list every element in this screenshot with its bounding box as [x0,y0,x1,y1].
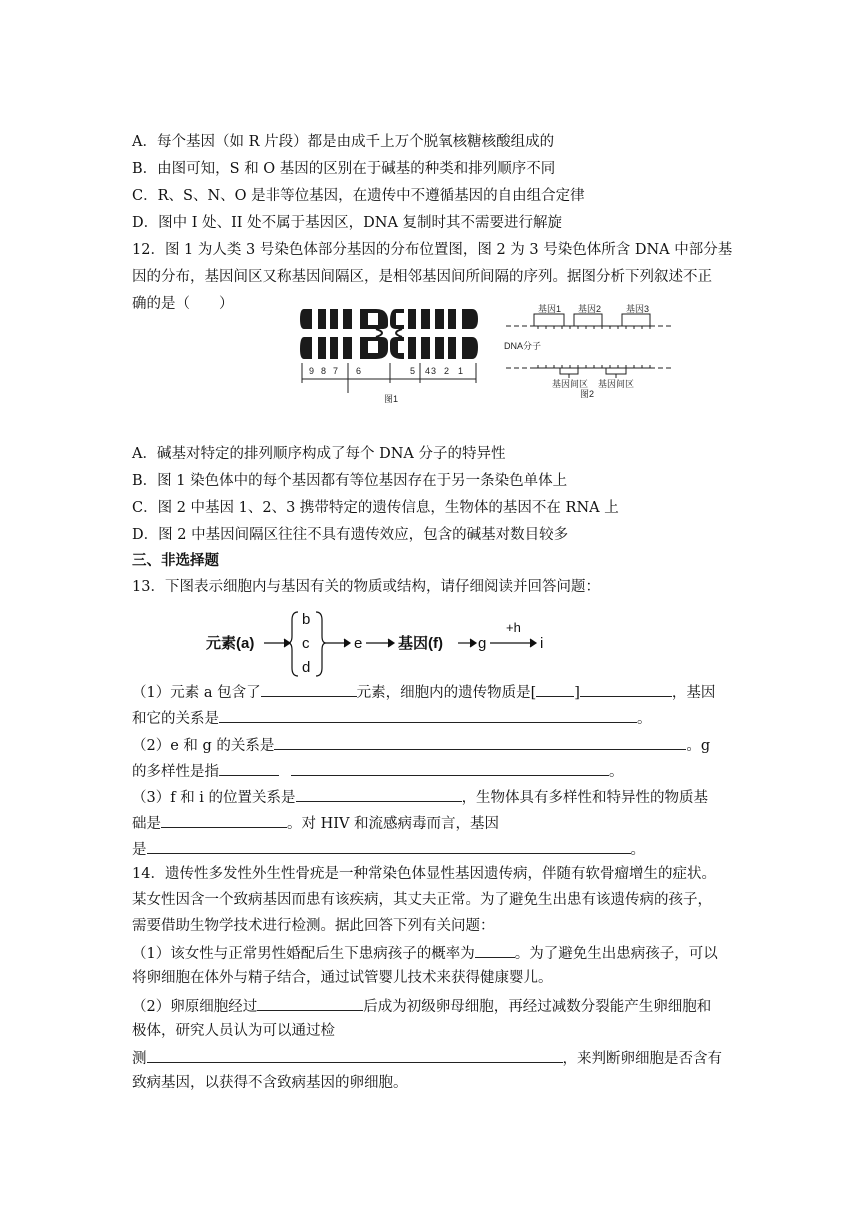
q13-p1-text: ，基因 [671,685,716,701]
q13-p3-text: （3）f 和 i 的位置关系是 [132,790,296,806]
answer-blank[interactable] [261,681,357,697]
gene-box [534,314,650,326]
q13-p3-text: 是 [132,842,147,858]
q14-stem-line3: 需要借助生物学技术进行检测。据此回答下列有关问题： [132,918,495,934]
answer-blank[interactable] [536,681,574,697]
q13-p3-text: 础是 [132,816,161,832]
intergenic-box [560,368,626,374]
q14-part2-line4: 致病基因，以获得不含致病基因的卵细胞。 [132,1075,408,1091]
fig1-number: 1 [458,366,464,376]
answer-blank[interactable] [291,760,609,776]
q14-p1-text: 。为了避免生出患病孩子，可以 [514,946,718,962]
q12-option-b: B．图 1 染色体中的每个基因都有等位基因存在于另一条染色单体上 [132,473,568,489]
answer-blank[interactable] [147,838,631,854]
plus-h-label: +h [506,620,521,635]
q13-part2-line2 [132,760,624,782]
chromosome-figure [296,303,488,408]
q13-p3-text: 。 [630,842,645,858]
answer-blank[interactable] [274,734,686,750]
chromosome-body [300,309,478,359]
q11-option-d: D．图中 I 处、II 处不属于基因区，DNA 复制时其不需要进行解旋 [132,215,563,231]
q12-option-a: A．碱基对特定的排列顺序构成了每个 DNA 分子的特异性 [132,446,506,462]
q14-part2-line1 [132,995,711,1017]
q14-part1-line1 [132,942,718,964]
fig1-number: 7 [333,366,339,376]
node-d: d [302,659,311,676]
gene2-label: 基因2 [578,304,602,314]
answer-blank[interactable] [161,812,287,828]
q14-stem-line1: 14．遗传性多发性外生性骨疣是一种常染色体显性基因遗传病，伴随有软骨瘤增生的症状。 [132,866,716,882]
q14-p2-text: 测 [132,1051,147,1067]
q13-part2-line1 [132,734,710,756]
q11-option-b: B．由图可知，S 和 O 基因的区别在于碱基的种类和排列顺序不同 [132,161,556,177]
answer-blank[interactable] [580,681,672,697]
q14-p2-text: 后成为初级卵母细胞，再经过减数分裂能产生卵细胞和 [363,999,712,1015]
gene3-label: 基因3 [626,304,650,314]
fig1-number: 8 [321,366,327,376]
q12-stem-line1: 12．图 1 为人类 3 号染色体部分基因的分布位置图，图 2 为 3 号染色体所含 DNA 中部分基 [132,242,733,258]
q13-p3-text: ，生物体具有多样性和特异性的物质基 [461,790,709,806]
q13-p1-text: 和它的关系是 [132,711,219,727]
q13-part3-line1 [132,786,708,808]
q13-p2-text: 。 [609,764,624,780]
q14-part1-line2: 将卵细胞在体外与精子结合，通过试管婴儿技术来获得健康婴儿。 [132,970,553,986]
intergenic-label: 基因间区 [552,379,589,389]
q13-p1-text: 元素，细胞内的遗传物质是[ [356,685,537,701]
element-a-label: 元素(a) [206,635,255,652]
gene-f-label: 基因(f) [398,635,443,652]
answer-blank[interactable] [219,760,279,776]
gene-relationship-diagram [202,606,562,678]
q14-part2-line2: 极体，研究人员认为可以通过检 [132,1023,335,1039]
answer-blank[interactable] [296,786,462,802]
q14-p2-text: （2）卵原细胞经过 [132,999,258,1015]
q13-part1-line1 [132,681,715,703]
q11-option-c: C．R、S、N、O 是非等位基因，在遗传中不遵循基因的自由组合定律 [132,188,585,204]
fig1-caption: 图1 [384,394,399,404]
fig1-number: 6 [356,366,362,376]
q14-p2-text: ，来判断卵细胞是否含有 [562,1051,722,1067]
dna-molecule-label: DNA分子 [504,341,542,351]
q14-stem-line2: 某女性因含一个致病基因而患有该疾病，其丈夫正常。为了避免生出患有该遗传病的孩子， [132,892,712,908]
q12-option-c: C．图 2 中基因 1、2、3 携带特定的遗传信息，生物体的基因不在 RNA 上 [132,500,619,516]
position-scale [302,363,476,393]
q13-part3-line3 [132,838,645,860]
q12-stem-line3: 确的是（ ） [132,296,234,312]
node-c: c [302,635,310,652]
fig1-number: 9 [309,366,315,376]
fig2-caption: 图2 [580,389,595,398]
q13-p2-text: 的多样性是指 [132,764,219,780]
answer-blank[interactable] [475,942,515,958]
answer-blank[interactable] [257,995,363,1011]
q13-part1-line2 [132,707,652,729]
q13-p1-text: （1）元素 a 包含了 [132,685,261,701]
q11-option-a: A．每个基因（如 R 片段）都是由成千上万个脱氧核糖核酸组成的 [132,134,555,150]
node-b: b [302,611,311,628]
dna-gene-figure [502,298,678,398]
answer-blank[interactable] [219,707,637,723]
intergenic-label: 基因间区 [598,379,635,389]
q14-p1-text: （1）该女性与正常男性婚配后生下患病孩子的概率为 [132,946,475,962]
answer-blank[interactable] [147,1047,563,1063]
node-i: i [540,635,544,652]
fig1-number: 2 [444,366,450,376]
q13-p2-text: 。g [686,738,711,754]
q13-stem: 13．下图表示细胞内与基因有关的物质或结构，请仔细阅读并回答问题： [132,579,600,595]
section-heading: 三、非选择题 [132,553,219,569]
node-e: e [354,635,363,652]
fig1-number: 5 [410,366,416,376]
q13-p2-text: （2）e 和 g 的关系是 [132,738,275,754]
q13-p1-text: ] [574,685,580,701]
q12-option-d: D．图 2 中基因间隔区往往不具有遗传效应，包含的碱基对数目较多 [132,527,569,543]
node-g: g [478,635,487,652]
q14-part2-line3 [132,1047,722,1069]
fig1-number: 4 [425,366,431,376]
q12-stem-line2: 因的分布，基因间区又称基因间隔区，是相邻基因间所间隔的序列。据图分析下列叙述不正 [132,269,712,285]
q13-p1-text: 。 [637,711,652,727]
q13-p3-text: 。对 HIV 和流感病毒而言，基因 [287,816,500,832]
q13-part3-line2 [132,812,499,834]
fig1-number: 3 [431,366,437,376]
gene1-label: 基因1 [538,304,562,314]
